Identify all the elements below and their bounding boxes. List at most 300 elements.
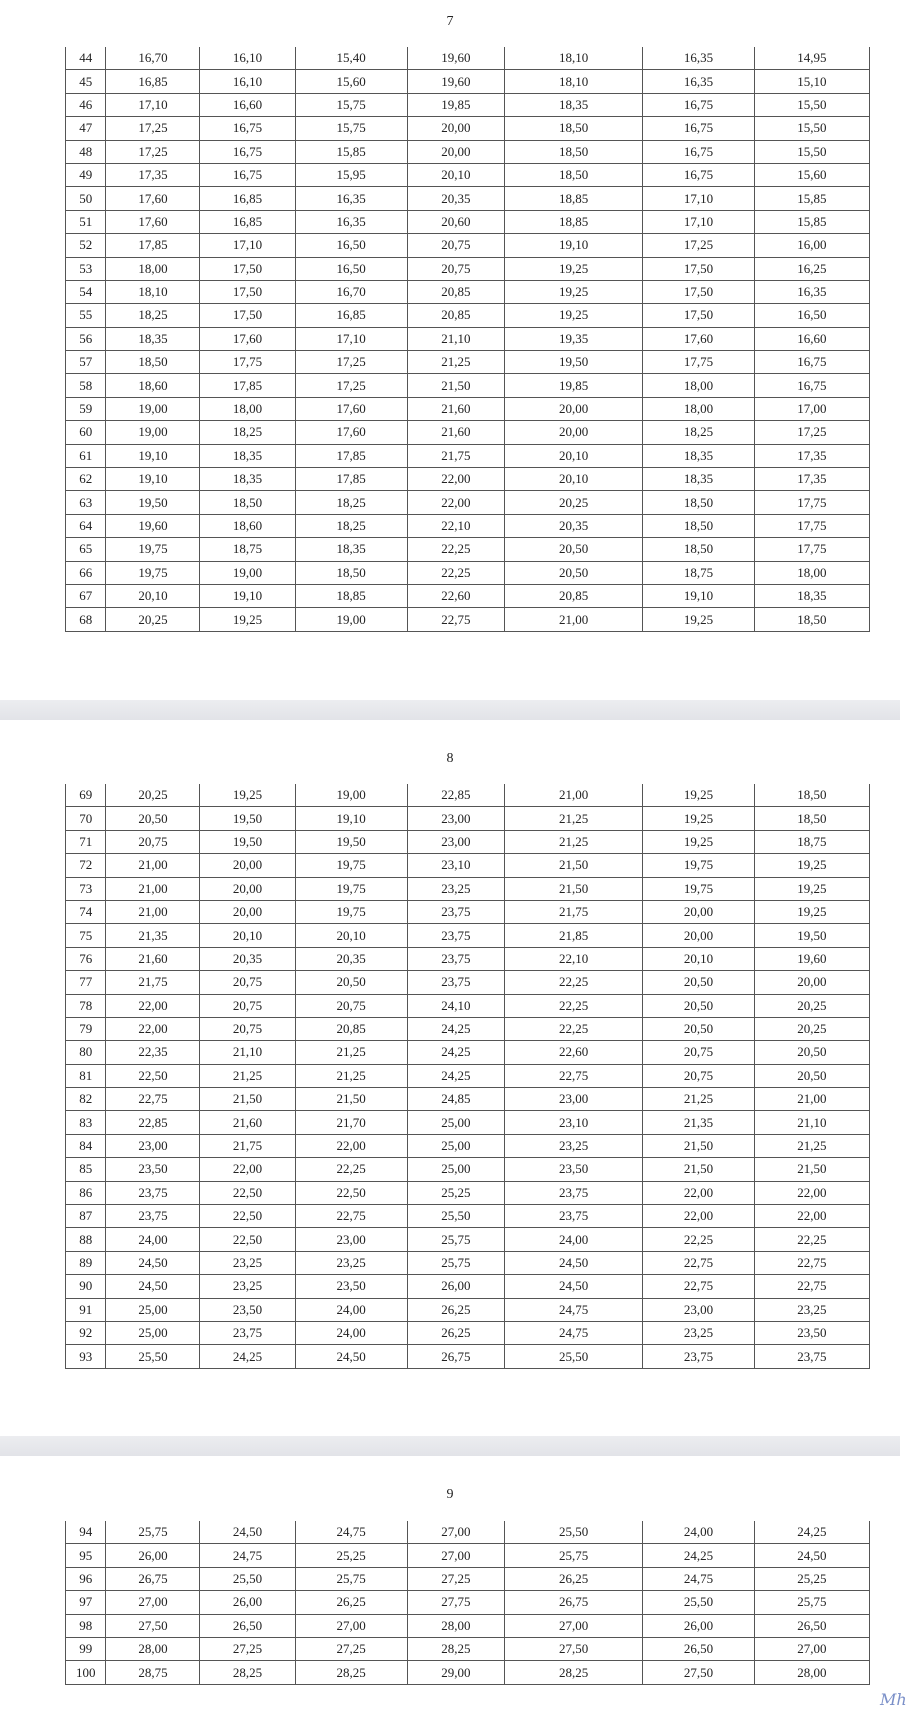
value-cell: 18,60	[106, 374, 200, 397]
table-row	[66, 47, 870, 70]
value-cell: 25,00	[407, 1111, 504, 1134]
row-number-cell: 58	[66, 374, 106, 397]
row-number-cell: 82	[66, 1088, 106, 1111]
value-cell: 16,75	[643, 140, 754, 163]
value-cell: 21,50	[200, 1088, 295, 1111]
value-cell: 22,85	[407, 784, 504, 807]
value-cell: 18,85	[504, 210, 643, 233]
value-cell: 17,50	[643, 257, 754, 280]
value-cell: 26,25	[504, 1567, 643, 1590]
value-cell: 22,75	[106, 1088, 200, 1111]
value-cell: 21,25	[504, 830, 643, 853]
value-cell: 21,50	[643, 1158, 754, 1181]
value-cell: 24,00	[295, 1298, 407, 1321]
value-cell: 26,25	[407, 1298, 504, 1321]
table-row	[66, 807, 870, 830]
value-cell: 19,60	[407, 70, 504, 93]
value-cell: 16,50	[754, 304, 869, 327]
row-number-cell: 81	[66, 1064, 106, 1087]
value-cell: 20,35	[200, 947, 295, 970]
value-cell: 20,10	[643, 947, 754, 970]
value-cell: 17,25	[106, 140, 200, 163]
row-number-cell: 48	[66, 140, 106, 163]
row-number-cell: 62	[66, 468, 106, 491]
value-cell: 19,25	[643, 830, 754, 853]
value-cell: 24,00	[504, 1228, 643, 1251]
value-cell: 17,75	[200, 351, 295, 374]
value-cell: 19,25	[754, 854, 869, 877]
value-cell: 24,50	[754, 1544, 869, 1567]
value-cell: 26,25	[407, 1321, 504, 1344]
value-cell: 21,60	[407, 421, 504, 444]
value-cell: 18,35	[200, 444, 295, 467]
value-cell: 22,50	[200, 1205, 295, 1228]
value-cell: 22,00	[754, 1181, 869, 1204]
table-row	[66, 1544, 870, 1567]
value-cell: 24,50	[504, 1275, 643, 1298]
value-cell: 17,60	[295, 421, 407, 444]
value-cell: 22,75	[407, 608, 504, 631]
value-cell: 19,25	[200, 608, 295, 631]
value-cell: 19,10	[504, 234, 643, 257]
value-cell: 21,10	[407, 327, 504, 350]
row-number-cell: 98	[66, 1614, 106, 1637]
value-cell: 24,50	[106, 1251, 200, 1274]
value-cell: 27,00	[295, 1614, 407, 1637]
value-cell: 23,50	[754, 1321, 869, 1344]
value-cell: 15,10	[754, 70, 869, 93]
value-cell: 16,85	[295, 304, 407, 327]
value-cell: 18,35	[106, 327, 200, 350]
value-cell: 20,00	[643, 924, 754, 947]
value-cell: 16,60	[754, 327, 869, 350]
value-cell: 17,25	[295, 351, 407, 374]
value-cell: 27,00	[106, 1591, 200, 1614]
row-number-cell: 57	[66, 351, 106, 374]
value-cell: 26,00	[200, 1591, 295, 1614]
value-cell: 25,50	[106, 1345, 200, 1368]
value-cell: 20,10	[504, 468, 643, 491]
value-cell: 15,75	[295, 117, 407, 140]
value-cell: 20,75	[200, 1017, 295, 1040]
value-cell: 19,25	[504, 304, 643, 327]
value-cell: 20,00	[407, 140, 504, 163]
value-cell: 17,25	[643, 234, 754, 257]
table-row	[66, 140, 870, 163]
value-cell: 15,75	[295, 93, 407, 116]
value-cell: 19,75	[295, 877, 407, 900]
value-cell: 23,25	[504, 1134, 643, 1157]
value-cell: 17,10	[106, 93, 200, 116]
value-cell: 28,25	[504, 1661, 643, 1684]
value-cell: 23,75	[407, 971, 504, 994]
value-cell: 17,50	[200, 304, 295, 327]
value-cell: 17,60	[295, 397, 407, 420]
value-cell: 21,25	[643, 1088, 754, 1111]
value-cell: 16,50	[295, 234, 407, 257]
value-cell: 20,75	[200, 971, 295, 994]
value-cell: 27,00	[407, 1521, 504, 1544]
value-cell: 18,50	[504, 117, 643, 140]
table-row	[66, 994, 870, 1017]
value-cell: 22,75	[504, 1064, 643, 1087]
value-cell: 22,75	[754, 1275, 869, 1298]
value-cell: 21,00	[106, 900, 200, 923]
value-cell: 18,75	[643, 561, 754, 584]
value-cell: 17,00	[754, 397, 869, 420]
table-row	[66, 1134, 870, 1157]
table-row	[66, 1637, 870, 1660]
value-cell: 27,00	[407, 1544, 504, 1567]
value-cell: 25,00	[407, 1134, 504, 1157]
value-cell: 24,75	[504, 1298, 643, 1321]
value-cell: 20,00	[643, 900, 754, 923]
value-cell: 26,50	[200, 1614, 295, 1637]
value-cell: 18,85	[504, 187, 643, 210]
value-cell: 20,25	[754, 1017, 869, 1040]
value-cell: 18,75	[200, 538, 295, 561]
value-cell: 21,75	[504, 900, 643, 923]
value-cell: 21,60	[106, 947, 200, 970]
value-cell: 18,50	[754, 807, 869, 830]
value-cell: 18,10	[106, 280, 200, 303]
value-cell: 19,75	[643, 854, 754, 877]
table-row	[66, 93, 870, 116]
value-cell: 24,75	[295, 1521, 407, 1544]
row-number-cell: 95	[66, 1544, 106, 1567]
value-cell: 22,25	[407, 561, 504, 584]
value-cell: 25,75	[106, 1521, 200, 1544]
value-cell: 28,00	[106, 1637, 200, 1660]
value-cell: 15,60	[754, 163, 869, 186]
value-cell: 21,85	[504, 924, 643, 947]
value-cell: 22,85	[106, 1111, 200, 1134]
value-cell: 20,10	[295, 924, 407, 947]
value-cell: 21,75	[200, 1134, 295, 1157]
value-cell: 20,10	[504, 444, 643, 467]
value-cell: 24,25	[407, 1017, 504, 1040]
value-cell: 21,00	[106, 854, 200, 877]
value-cell: 19,75	[106, 538, 200, 561]
value-cell: 16,85	[106, 70, 200, 93]
table-row	[66, 1298, 870, 1321]
page-number: 8	[446, 751, 454, 766]
value-cell: 19,60	[407, 47, 504, 70]
value-cell: 22,25	[295, 1158, 407, 1181]
value-cell: 27,50	[504, 1637, 643, 1660]
value-cell: 20,00	[407, 117, 504, 140]
row-number-cell: 86	[66, 1181, 106, 1204]
table-row	[66, 877, 870, 900]
value-cell: 17,75	[643, 351, 754, 374]
page-separator	[0, 700, 900, 720]
value-cell: 18,25	[295, 514, 407, 537]
value-cell: 17,50	[643, 280, 754, 303]
value-cell: 15,50	[754, 117, 869, 140]
value-cell: 24,00	[643, 1521, 754, 1544]
table-row	[66, 70, 870, 93]
value-cell: 21,50	[504, 854, 643, 877]
value-cell: 20,00	[754, 971, 869, 994]
value-cell: 18,35	[504, 93, 643, 116]
value-cell: 24,85	[407, 1088, 504, 1111]
value-cell: 14,95	[754, 47, 869, 70]
row-number-cell: 69	[66, 784, 106, 807]
value-cell: 20,25	[754, 994, 869, 1017]
value-cell: 22,00	[407, 468, 504, 491]
table-row	[66, 561, 870, 584]
value-cell: 18,35	[295, 538, 407, 561]
value-cell: 15,85	[295, 140, 407, 163]
table-row	[66, 1064, 870, 1087]
value-cell: 26,00	[407, 1275, 504, 1298]
value-cell: 19,25	[643, 784, 754, 807]
row-number-cell: 93	[66, 1345, 106, 1368]
value-cell: 21,60	[407, 397, 504, 420]
value-cell: 17,10	[295, 327, 407, 350]
row-number-cell: 87	[66, 1205, 106, 1228]
value-cell: 17,35	[754, 468, 869, 491]
table-row	[66, 538, 870, 561]
table-row	[66, 1591, 870, 1614]
row-number-cell: 83	[66, 1111, 106, 1134]
value-cell: 18,50	[504, 140, 643, 163]
value-cell: 19,25	[504, 280, 643, 303]
value-cell: 22,75	[643, 1275, 754, 1298]
table-row	[66, 163, 870, 186]
value-cell: 23,25	[200, 1275, 295, 1298]
row-number-cell: 99	[66, 1637, 106, 1660]
table-row	[66, 257, 870, 280]
value-cell: 20,10	[200, 924, 295, 947]
value-cell: 18,50	[643, 491, 754, 514]
row-number-cell: 71	[66, 830, 106, 853]
table-row	[66, 351, 870, 374]
table-row	[66, 1521, 870, 1544]
value-cell: 21,25	[504, 807, 643, 830]
value-cell: 23,00	[407, 830, 504, 853]
value-cell: 19,00	[106, 397, 200, 420]
value-cell: 19,00	[200, 561, 295, 584]
table-row	[66, 1017, 870, 1040]
value-cell: 25,75	[295, 1567, 407, 1590]
value-cell: 22,35	[106, 1041, 200, 1064]
value-cell: 19,10	[643, 584, 754, 607]
value-cell: 22,25	[504, 1017, 643, 1040]
value-cell: 17,50	[200, 280, 295, 303]
value-cell: 18,35	[200, 468, 295, 491]
value-cell: 23,25	[200, 1251, 295, 1274]
value-cell: 17,75	[754, 514, 869, 537]
value-cell: 17,75	[754, 491, 869, 514]
table-row	[66, 1181, 870, 1204]
value-cell: 22,00	[643, 1181, 754, 1204]
value-cell: 18,00	[200, 397, 295, 420]
value-cell: 18,50	[643, 514, 754, 537]
value-cell: 25,50	[643, 1591, 754, 1614]
value-cell: 18,50	[295, 561, 407, 584]
value-cell: 22,25	[504, 971, 643, 994]
value-cell: 25,75	[504, 1544, 643, 1567]
value-cell: 20,35	[407, 187, 504, 210]
value-cell: 20,75	[200, 994, 295, 1017]
value-cell: 23,75	[754, 1345, 869, 1368]
value-cell: 22,25	[504, 994, 643, 1017]
value-cell: 28,00	[407, 1614, 504, 1637]
value-cell: 19,00	[295, 784, 407, 807]
value-cell: 20,50	[106, 807, 200, 830]
value-cell: 21,25	[407, 351, 504, 374]
table-row	[66, 1345, 870, 1368]
value-cell: 23,50	[504, 1158, 643, 1181]
value-cell: 18,50	[200, 491, 295, 514]
value-cell: 24,25	[407, 1041, 504, 1064]
value-cell: 16,35	[295, 187, 407, 210]
row-number-cell: 67	[66, 584, 106, 607]
table-row	[66, 304, 870, 327]
row-number-cell: 49	[66, 163, 106, 186]
value-cell: 18,50	[106, 351, 200, 374]
value-cell: 19,75	[295, 854, 407, 877]
value-cell: 19,25	[754, 900, 869, 923]
value-cell: 23,25	[643, 1321, 754, 1344]
value-cell: 19,50	[295, 830, 407, 853]
value-cell: 16,35	[643, 47, 754, 70]
value-cell: 17,85	[295, 444, 407, 467]
value-cell: 21,10	[200, 1041, 295, 1064]
value-cell: 16,75	[200, 140, 295, 163]
value-cell: 25,50	[504, 1345, 643, 1368]
value-cell: 26,00	[106, 1544, 200, 1567]
value-cell: 17,10	[200, 234, 295, 257]
value-cell: 20,00	[504, 397, 643, 420]
value-cell: 19,50	[106, 491, 200, 514]
value-cell: 21,50	[407, 374, 504, 397]
value-cell: 19,25	[504, 257, 643, 280]
value-cell: 20,60	[407, 210, 504, 233]
value-cell: 15,40	[295, 47, 407, 70]
value-cell: 24,25	[643, 1544, 754, 1567]
value-cell: 21,00	[106, 877, 200, 900]
row-number-cell: 76	[66, 947, 106, 970]
table-row	[66, 1614, 870, 1637]
table-row	[66, 854, 870, 877]
value-cell: 19,50	[754, 924, 869, 947]
value-cell: 18,35	[643, 468, 754, 491]
value-cell: 18,50	[504, 163, 643, 186]
value-cell: 22,10	[407, 514, 504, 537]
value-cell: 19,25	[643, 807, 754, 830]
value-cell: 20,50	[643, 1017, 754, 1040]
table-row	[66, 374, 870, 397]
value-cell: 23,10	[504, 1111, 643, 1134]
value-cell: 28,25	[295, 1661, 407, 1684]
value-cell: 21,75	[106, 971, 200, 994]
value-cell: 16,70	[106, 47, 200, 70]
value-cell: 22,75	[643, 1251, 754, 1274]
row-number-cell: 96	[66, 1567, 106, 1590]
row-number-cell: 65	[66, 538, 106, 561]
value-cell: 18,25	[295, 491, 407, 514]
value-cell: 20,25	[106, 608, 200, 631]
value-cell: 23,00	[106, 1134, 200, 1157]
value-cell: 21,50	[643, 1134, 754, 1157]
row-number-cell: 92	[66, 1321, 106, 1344]
value-cell: 19,50	[200, 830, 295, 853]
value-cell: 21,25	[200, 1064, 295, 1087]
value-cell: 17,60	[643, 327, 754, 350]
value-cell: 25,00	[407, 1158, 504, 1181]
value-cell: 20,10	[407, 163, 504, 186]
value-cell: 19,75	[643, 877, 754, 900]
row-number-cell: 53	[66, 257, 106, 280]
value-cell: 22,75	[754, 1251, 869, 1274]
value-cell: 20,50	[754, 1041, 869, 1064]
row-number-cell: 78	[66, 994, 106, 1017]
row-number-cell: 60	[66, 421, 106, 444]
value-cell: 17,75	[754, 538, 869, 561]
table-row	[66, 784, 870, 807]
value-cell: 16,35	[643, 70, 754, 93]
value-cell: 16,10	[200, 70, 295, 93]
value-cell: 19,10	[106, 444, 200, 467]
value-cell: 27,25	[295, 1637, 407, 1660]
table-row	[66, 1111, 870, 1134]
table-row	[66, 1275, 870, 1298]
page-separator	[0, 1436, 900, 1456]
value-cell: 24,75	[504, 1321, 643, 1344]
value-cell: 27,00	[504, 1614, 643, 1637]
value-cell: 20,50	[643, 971, 754, 994]
document-page	[0, 720, 900, 1436]
value-cell: 24,50	[504, 1251, 643, 1274]
value-cell: 26,50	[643, 1637, 754, 1660]
value-cell: 19,50	[504, 351, 643, 374]
value-cell: 23,25	[295, 1251, 407, 1274]
value-cell: 20,35	[295, 947, 407, 970]
table-row	[66, 1567, 870, 1590]
row-number-cell: 74	[66, 900, 106, 923]
value-cell: 22,50	[106, 1064, 200, 1087]
value-cell: 21,50	[295, 1088, 407, 1111]
value-cell: 25,25	[295, 1544, 407, 1567]
value-cell: 22,00	[106, 994, 200, 1017]
value-cell: 16,85	[200, 187, 295, 210]
value-cell: 26,00	[643, 1614, 754, 1637]
value-cell: 26,75	[106, 1567, 200, 1590]
row-number-cell: 52	[66, 234, 106, 257]
value-cell: 15,95	[295, 163, 407, 186]
value-cell: 20,50	[295, 971, 407, 994]
value-cell: 15,85	[754, 210, 869, 233]
value-cell: 26,25	[295, 1591, 407, 1614]
value-cell: 27,75	[407, 1591, 504, 1614]
table-row	[66, 421, 870, 444]
value-cell: 22,75	[295, 1205, 407, 1228]
value-cell: 23,50	[200, 1298, 295, 1321]
table-row	[66, 210, 870, 233]
value-cell: 17,25	[106, 117, 200, 140]
value-cell: 27,25	[200, 1637, 295, 1660]
row-number-cell: 50	[66, 187, 106, 210]
value-cell: 17,10	[643, 187, 754, 210]
value-cell: 17,85	[106, 234, 200, 257]
row-number-cell: 54	[66, 280, 106, 303]
value-cell: 17,60	[200, 327, 295, 350]
value-cell: 20,75	[643, 1041, 754, 1064]
value-cell: 26,50	[754, 1614, 869, 1637]
value-cell: 21,25	[754, 1134, 869, 1157]
